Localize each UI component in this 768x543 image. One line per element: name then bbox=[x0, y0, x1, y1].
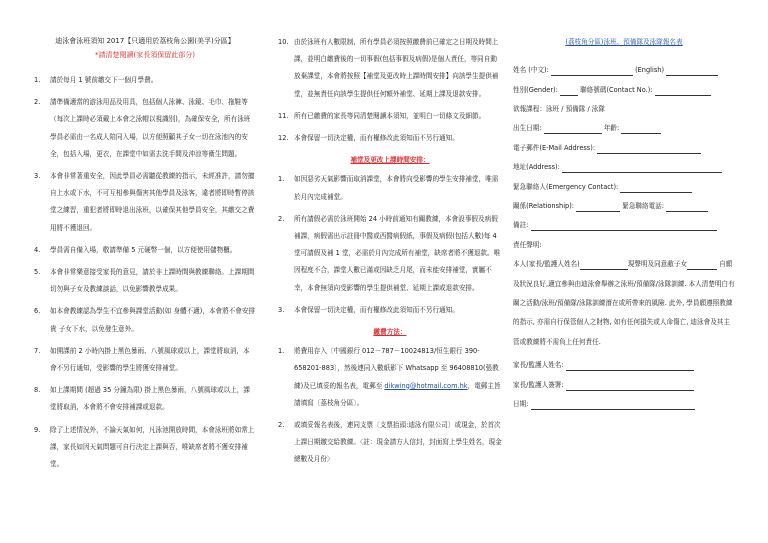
phone-field[interactable] bbox=[655, 84, 711, 96]
item-text: 本會保留一切決定權，而有權修改此須知而不另行通知。 bbox=[294, 305, 459, 314]
item-text: 所有請假必需於泳班開始 24 小時前通知有關教練，本會設事假及病假補課，病假需出示註冊中醫或西醫病假紙，事假及病假(包括人數)每 4 堂可請假及補 1 堂，必需於月內完成所有補堂，缺席者將不獲退款。唯因程度不合，課堂人數已滿或因缺乏月尾，而未能安排補堂，實屬不幸，本會無須向受影響的學生提供補堂、延期上課或退款安排。 bbox=[294, 214, 501, 292]
phone-label: 聯絡號碼(Contact No.): bbox=[580, 85, 653, 94]
relationship-row bbox=[513, 197, 735, 216]
decl-part-b: 現聲明及同意敝子女 bbox=[627, 260, 688, 269]
relationship-label: 關係(Relationship): bbox=[513, 201, 575, 210]
notice-item bbox=[278, 130, 502, 147]
address-field[interactable] bbox=[562, 161, 722, 173]
course-row bbox=[513, 100, 735, 119]
notice-column-left bbox=[34, 34, 256, 478]
gender-row bbox=[513, 81, 735, 100]
form-title: (荔枝角分區)泳班、預備隊及泳隊報名表 bbox=[565, 38, 683, 46]
item-text: 本會非常樂意接受家長的意見，請於非上課時間與教練聯絡。上課期間切勿與子女及教練談話，以免影響教學成果。 bbox=[50, 268, 255, 294]
notice-item bbox=[34, 303, 256, 337]
item-number: 8. bbox=[34, 386, 41, 395]
email-row bbox=[513, 139, 735, 158]
parent-name-row bbox=[513, 356, 735, 375]
item-number: 4. bbox=[34, 245, 41, 254]
notice-item bbox=[34, 72, 256, 89]
name-en-field[interactable] bbox=[666, 64, 718, 76]
course-label[interactable]: 欲報課程：泳班 / 預備隊 / 泳隊 bbox=[513, 104, 605, 113]
item-number: 3. bbox=[34, 172, 41, 181]
makeup-heading: 補堂及更改上課時間安排： bbox=[350, 156, 430, 165]
emergency-phone-label: 緊急聯絡電話: bbox=[622, 201, 665, 210]
item-number: 2. bbox=[34, 98, 41, 107]
decl-part-a: 本人(家長/監護人姓名) bbox=[513, 260, 580, 269]
item-number: 6. bbox=[34, 307, 41, 316]
notice-subtitle: *請清楚閱讀(家長須保留此部分) bbox=[95, 51, 195, 59]
item-text: 由於泳班有人數限制，所有學員必須按照繳費前已確定之日期及時間上課，並明白繳費後的一切事假(包括事假及病假)是個人責任，等同自動放棄課堂，本會將按照【補堂及更改時上課時間安排】向該學生提供補堂，並無責任向該學生提供任何額外補堂、延期上課及退款安排。 bbox=[294, 38, 499, 98]
notice-item bbox=[34, 94, 256, 163]
item-number: 1. bbox=[278, 175, 285, 184]
item-text: 本會保留一切決定權，而有權修改此須知而不另行通知。 bbox=[294, 134, 459, 143]
remarks-label: 備註: bbox=[513, 221, 529, 230]
notice-title: 迪泳會泳班須知 2017【只適用於荔枝角公園(美孚)分區】 bbox=[55, 37, 235, 45]
item-number: 2. bbox=[278, 421, 285, 430]
decl-body: 自願及狀況良好,適宜參與由迪泳會舉辦之泳班/預備隊/泳隊訓練. 本人清楚明白有關之活動/泳班/預備隊/泳隊訓練潛在或所帶來的風險. 此外, 學員願遵照教練的指示, 亦需自行保管個人之財物, 如有任何損失或人命傷亡, 迪泳會及其主管或教練將不需負上任何責任. bbox=[513, 260, 735, 346]
name-cn-field[interactable] bbox=[551, 64, 633, 76]
item-number: 1. bbox=[34, 76, 41, 84]
item-text: 學員需自備入場，敬請準備 5 元硬幣一個，以方便使用儲物櫃。 bbox=[50, 245, 237, 254]
item-text: 本會非常著重安全，因此學員必需聽從教練的指示，未經准許，請勿擅自上水或下水，不可互相參與傷害其他學員及泳客，違者將即時暫停該堂之練習，重犯者將即時退出泳班，以確保其他學員安全，其繳交之費用將不獲退回。 bbox=[50, 172, 255, 232]
item-text: 請於每月 1 號前繳交下一個月學費。 bbox=[50, 76, 158, 84]
payment-text-end: ，電郵主旨請填寫〔荔枝角分區〕。 bbox=[294, 381, 501, 407]
dob-row bbox=[513, 119, 735, 138]
notice-list-part1 bbox=[34, 72, 256, 473]
date-field[interactable] bbox=[531, 398, 695, 410]
notice-item bbox=[34, 343, 256, 377]
notice-item bbox=[34, 382, 256, 416]
age-label: 年齡: bbox=[603, 124, 620, 133]
notice-item bbox=[34, 264, 256, 298]
age-field[interactable] bbox=[621, 122, 661, 134]
item-text: 如本會教練認為學生不宜參與課堂活動(如 身體不適)，本會將不會安排貴 子女下水，以免發生意外。 bbox=[50, 307, 256, 333]
gender-field[interactable] bbox=[560, 84, 578, 96]
name-row bbox=[513, 61, 735, 80]
notice-item bbox=[278, 108, 502, 125]
notice-item bbox=[34, 242, 256, 259]
parent-name-label: 家長/監護人姓名: bbox=[513, 361, 564, 370]
email-field[interactable] bbox=[597, 142, 701, 154]
parent-name-inline-field[interactable] bbox=[580, 258, 628, 270]
item-text bbox=[294, 343, 502, 412]
item-number: 5. bbox=[34, 268, 41, 277]
makeup-item bbox=[278, 171, 502, 205]
item-number: 9. bbox=[34, 425, 41, 434]
dob-label: 出生日期: bbox=[513, 124, 542, 133]
item-number: 12. bbox=[278, 134, 289, 143]
remarks-field[interactable] bbox=[531, 219, 717, 231]
address-label: 地址(Address): bbox=[513, 163, 560, 172]
email-label: 電子郵件(E-Mail Address): bbox=[513, 143, 596, 152]
remarks-row bbox=[513, 216, 735, 235]
parent-sign-label: 家長/監護人簽署: bbox=[513, 380, 564, 389]
makeup-item bbox=[278, 302, 502, 319]
relationship-field[interactable] bbox=[576, 200, 620, 212]
payment-text: 或填妥報名表後，連同支票〔支票抬頭:迪泳有限公司〕或現金，於首次上課日期繳交給教練。〈註：現金請方人信封，封面寫上學生姓名，現金總數及月份〉 bbox=[294, 421, 502, 464]
parent-sign-field[interactable] bbox=[566, 379, 694, 391]
payment-item bbox=[278, 343, 502, 412]
item-text: 如上課期間 (超過 35 分鐘為限) 掛上黑色暴雨，八號風球或以上，課堂將取消，本會將不會安排補課或退款。 bbox=[50, 386, 250, 412]
item-text: 所有已繳費的家長等同清楚閱讀本須知，並明白一切條文及細節。 bbox=[294, 111, 486, 120]
item-text bbox=[294, 417, 502, 469]
item-number: 10. bbox=[278, 38, 289, 46]
emergency-phone-field[interactable] bbox=[666, 200, 708, 212]
emergency-row bbox=[513, 178, 735, 197]
item-number: 11. bbox=[278, 111, 289, 120]
item-text: 請準備適當的游泳用品及用具，包括個人泳褲、泳鏡、毛巾、拖鞋等（每次上課時必須戴上本會之泳帽以視識別)，為確保安全，所有泳班學員必需由一名成人陪同入場，以方便照顧其子女一切在泳池內的安全，包括入場，更衣，在課堂中如需去洗手間及沖涼等衛生問題。 bbox=[50, 98, 251, 158]
name-en-label: (English) bbox=[635, 66, 665, 75]
name-label: 姓名 (中文): bbox=[513, 66, 549, 75]
payment-heading: 繳費方法： bbox=[373, 328, 407, 337]
notice-column-middle bbox=[278, 34, 502, 474]
payment-text: 將費用存入〔中國銀行 012－787－10024813/恒生銀行 390-658201-883〕，然後連同入數紙影下 Whatsapp 至 96408810(張教練)及已填妥的報名表，電郵至 bbox=[294, 347, 499, 390]
item-number: 2. bbox=[278, 214, 285, 223]
makeup-item bbox=[278, 211, 502, 297]
notice-list-part2 bbox=[278, 34, 502, 147]
item-number: 7. bbox=[34, 346, 41, 355]
address-row bbox=[513, 158, 735, 177]
payment-list bbox=[278, 343, 502, 468]
registration-form bbox=[513, 34, 735, 414]
declaration-text bbox=[513, 255, 735, 352]
gender-label: 性別(Gender): bbox=[513, 85, 558, 94]
item-text: 除了上述情況外，不論天氣如何，凡泳池開放時間，本會泳班將如常上課，家長如因天氣問題可自行決定上課與否，唯缺席者將不獲安排補堂。 bbox=[50, 425, 255, 469]
payment-item bbox=[278, 417, 502, 469]
declaration-heading: 責任聲明: bbox=[513, 240, 542, 249]
notice-item bbox=[278, 34, 502, 103]
makeup-list bbox=[278, 171, 502, 319]
date-label: 日期: bbox=[513, 399, 529, 408]
item-number: 1. bbox=[278, 347, 285, 356]
item-number: 3. bbox=[278, 305, 285, 314]
date-row bbox=[513, 395, 735, 414]
child-name-inline-field[interactable] bbox=[687, 258, 717, 270]
notice-item bbox=[34, 168, 256, 237]
dob-field[interactable] bbox=[544, 122, 602, 134]
item-text: 如因惡劣天氣影響而取消課堂，本會將向受影響的學生安排補堂，唯需於月內完成補堂。 bbox=[294, 175, 499, 201]
parent-sign-row bbox=[513, 376, 735, 395]
parent-name-field[interactable] bbox=[566, 359, 694, 371]
notice-item bbox=[34, 422, 256, 474]
emergency-field[interactable] bbox=[620, 181, 692, 193]
email-link[interactable]: dikwing@hotmail.com.hk bbox=[384, 381, 468, 390]
emergency-label: 緊急聯絡人(Emergency Contact): bbox=[513, 182, 619, 191]
item-text: 如開課前 2 小時內掛上黑色暴雨、八號風球或以上，課堂將取消，本會不另行通知，受影響的學生將獲安排補堂。 bbox=[50, 346, 250, 373]
